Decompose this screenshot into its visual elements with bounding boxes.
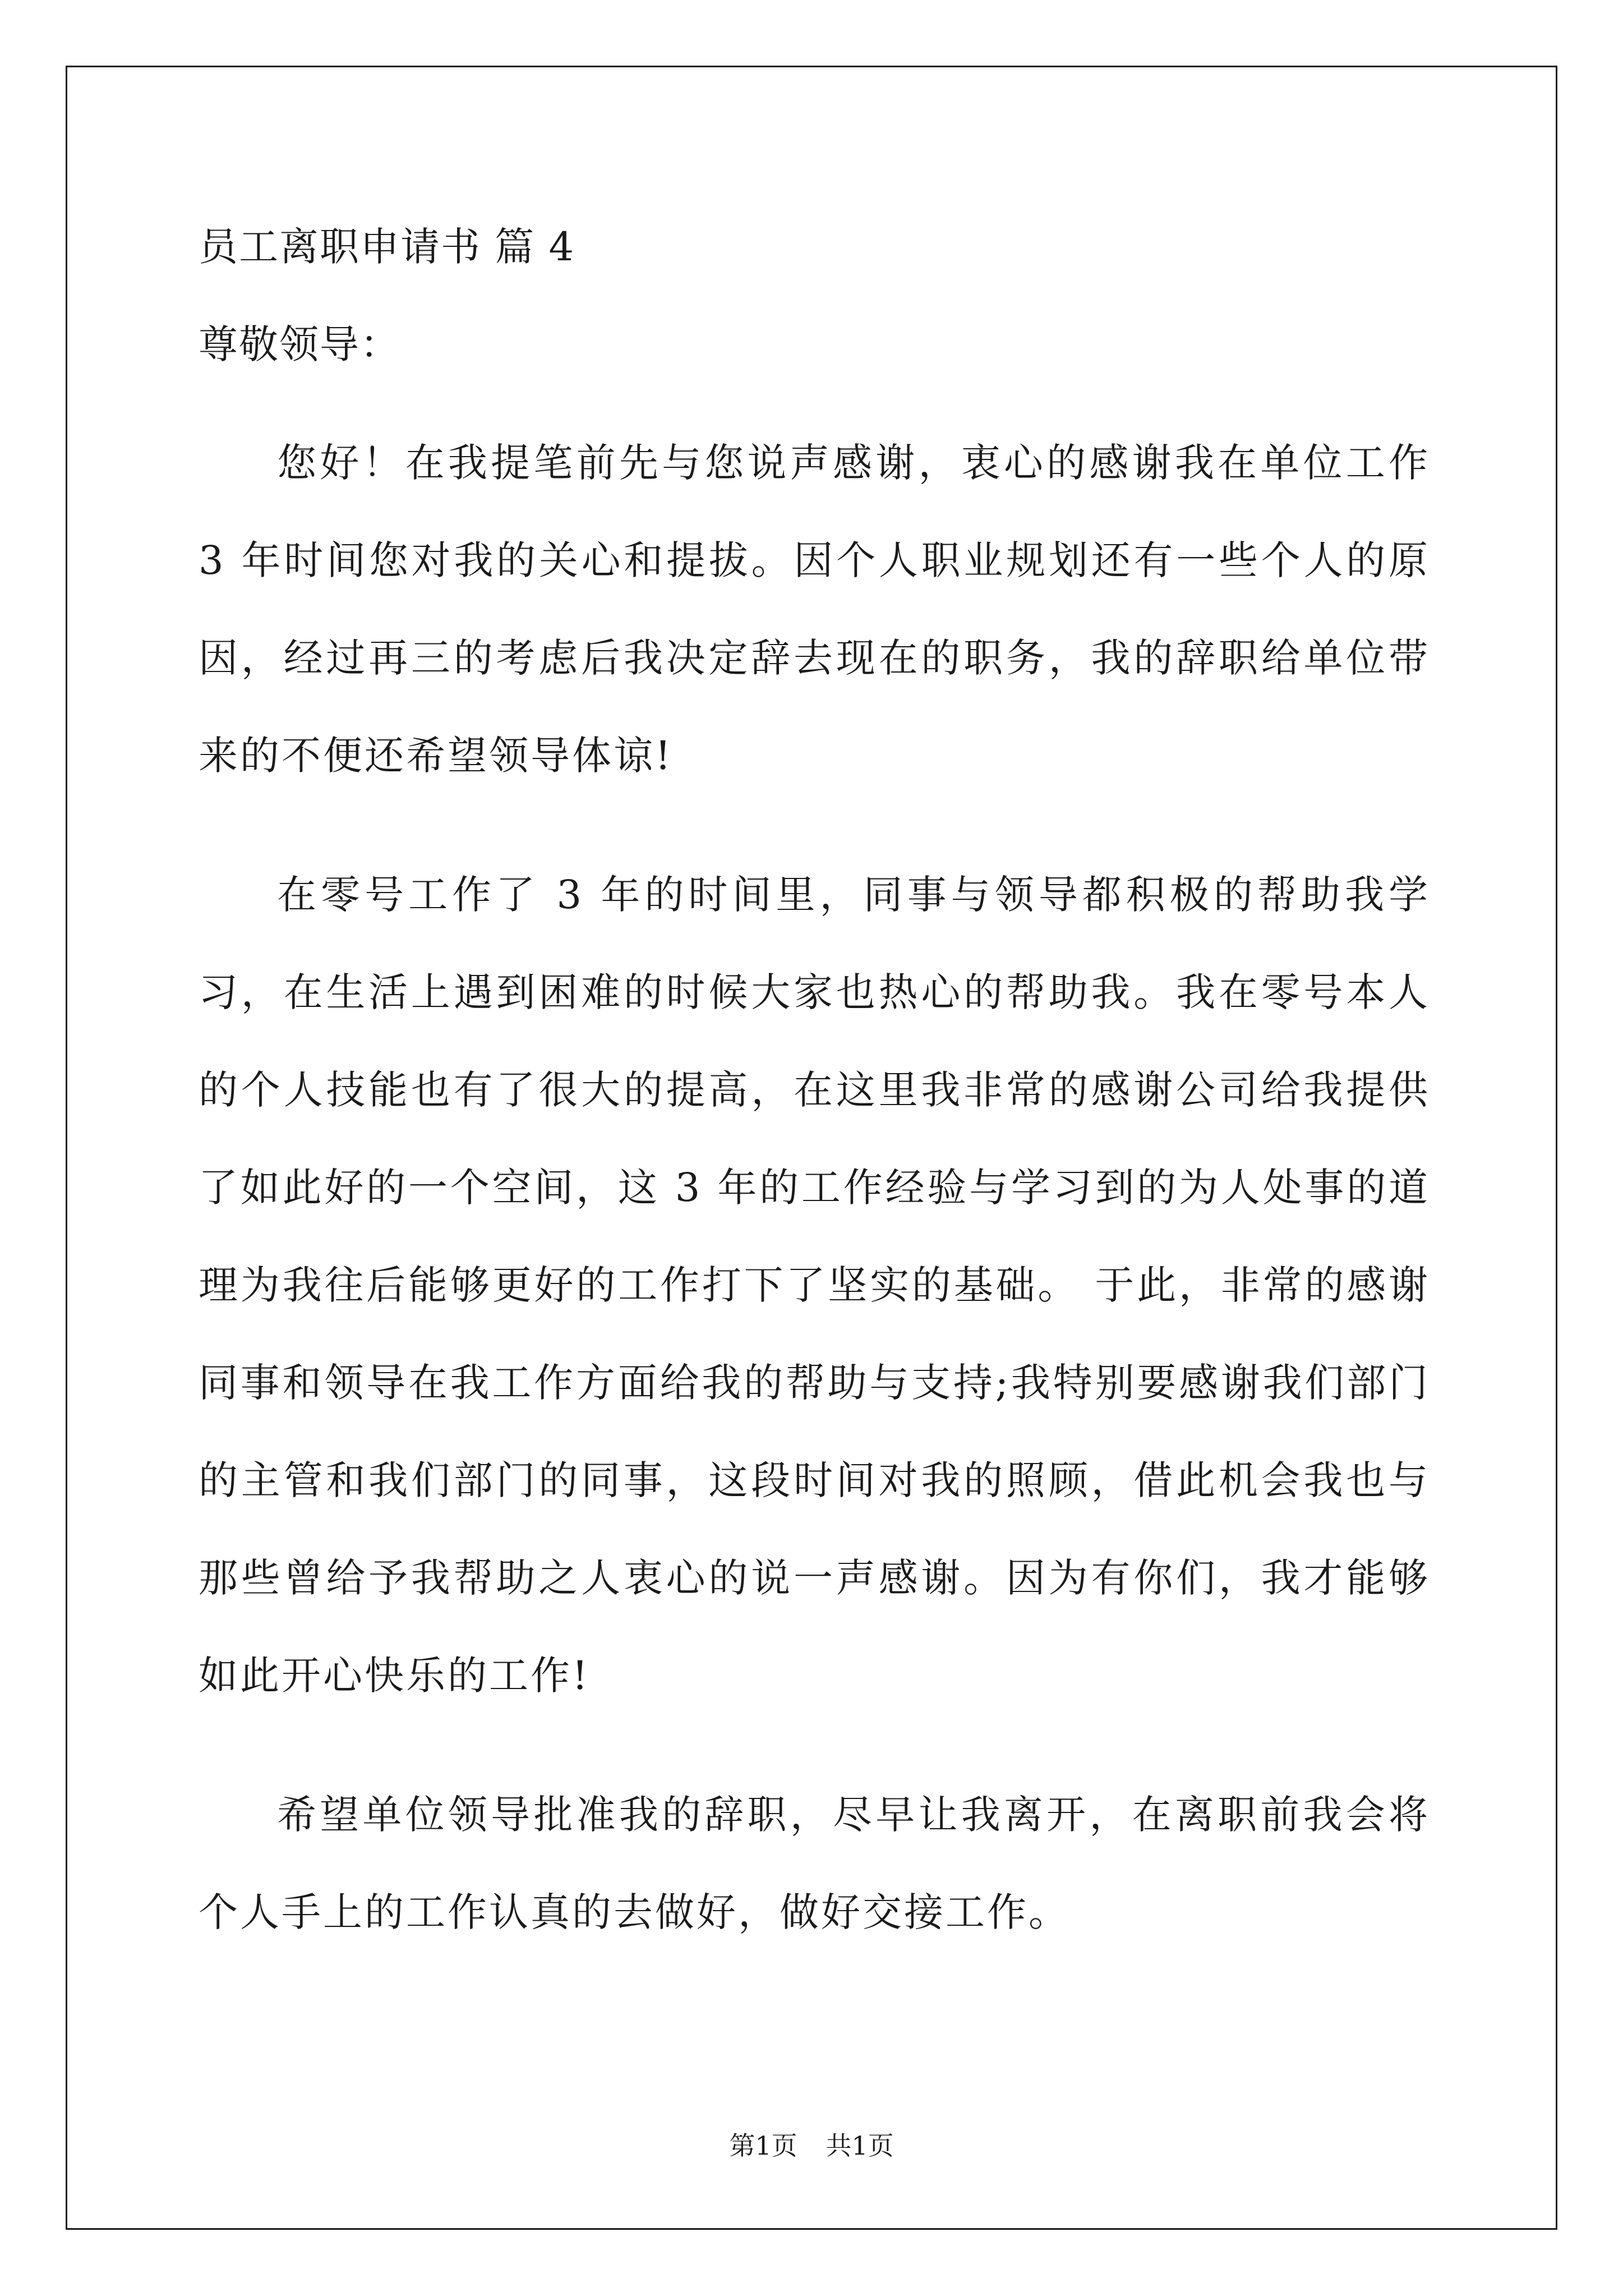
paragraph-1: 您好！在我提笔前先与您说声感谢，衷心的感谢我在单位工作 3 年时间您对我的关心和提拔。因个人职业规划还有一些个人的原因，经过再三的考虑后我决定辞去现在的职务，我的辞职给单位带来的不便还希望领导体谅! [199,440,1430,779]
page-footer [0,2129,1623,2162]
salutation: 尊敬领导： [199,321,400,367]
paragraph-3: 希望单位领导批准我的辞职，尽早让我离开，在离职前我会将个人手上的工作认真的去做好，做好交接工作。 [199,1792,1430,1935]
paragraph-2: 在零号工作了 3 年的时间里，同事与领导都积极的帮助我学习，在生活上遇到困难的时候大家也热心的帮助我。我在零号本人的个人技能也有了很大的提高，在这里我非常的感谢公司给我提供了如此好的一个空间，这 3 年的工作经验与学习到的为人处事的道理为我往后能够更好的工作打下了坚实的基础。 于此，非常的感谢同事和领导在我工作方面给我的帮助与支持;我特别要感谢我们部门的主管和我们部门的同事，这段时间对我的照顾，借此机会我也与那些曾给予我帮助之人衷心的说一声感谢。因为有你们，我才能够如此开心快乐的工作! [199,872,1430,1699]
document-title: 员工离职申请书 篇 4 [199,224,575,270]
page-number-current: 第1页 [729,2131,797,2161]
document-body [199,219,1430,1961]
page-number-total: 共1页 [826,2131,894,2161]
